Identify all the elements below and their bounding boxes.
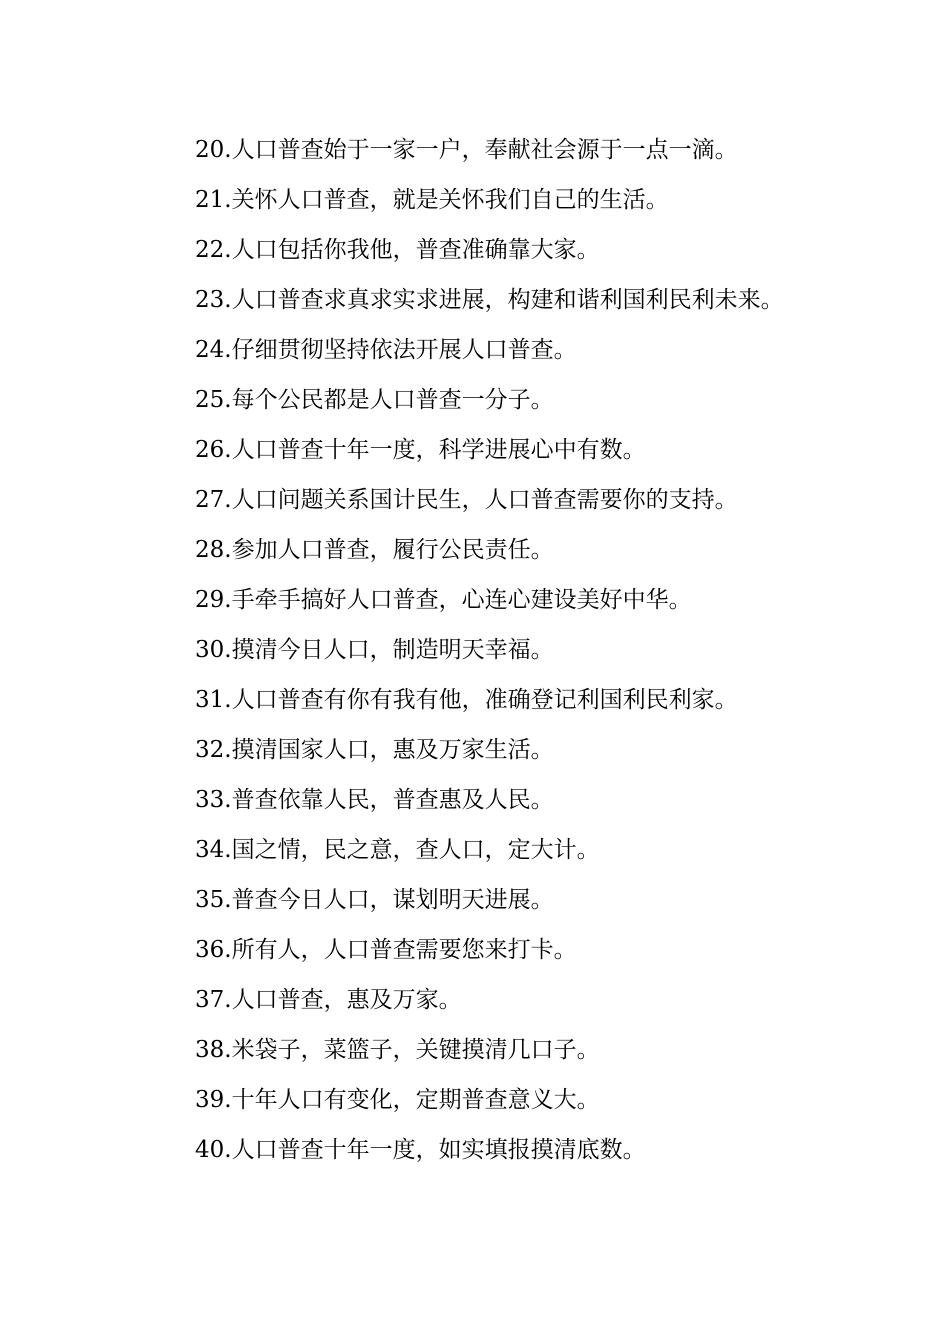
slogan-item-25: 25.每个公民都是人口普查一分子。 — [195, 387, 554, 413]
slogan-item-22: 22.人口包括你我他，普查准确靠大家。 — [195, 237, 600, 263]
slogan-item-28: 28.参加人口普查，履行公民责任。 — [195, 537, 554, 563]
slogan-item-37: 37.人口普查，惠及万家。 — [195, 987, 462, 1013]
slogan-item-30: 30.摸清今日人口，制造明天幸福。 — [195, 637, 554, 663]
slogan-item-40: 40.人口普查十年一度，如实填报摸清底数。 — [195, 1137, 646, 1163]
slogan-item-21: 21.关怀人口普查，就是关怀我们自己的生活。 — [195, 187, 669, 213]
slogan-item-31: 31.人口普查有你有我有他，准确登记利国利民利家。 — [195, 687, 738, 713]
slogan-item-23: 23.人口普查求真求实求进展，构建和谐利国利民利未来。 — [195, 287, 784, 313]
slogan-item-20: 20.人口普查始于一家一户，奉献社会源于一点一滴。 — [195, 137, 738, 163]
slogan-item-35: 35.普查今日人口，谋划明天进展。 — [195, 887, 554, 913]
slogan-list — [146, 125, 816, 1175]
slogan-item-29: 29.手牵手搞好人口普查，心连心建设美好中华。 — [195, 587, 692, 613]
slogan-item-36: 36.所有人，人口普查需要您来打卡。 — [195, 937, 577, 963]
slogan-item-33: 33.普查依靠人民，普查惠及人民。 — [195, 787, 554, 813]
slogan-item-32: 32.摸清国家人口，惠及万家生活。 — [195, 737, 554, 763]
slogan-item-34: 34.国之情，民之意，查人口，定大计。 — [195, 837, 600, 863]
slogan-item-38: 38.米袋子，菜篮子，关键摸清几口子。 — [195, 1037, 600, 1063]
slogan-item-27: 27.人口问题关系国计民生，人口普查需要你的支持。 — [195, 487, 738, 513]
slogan-item-24: 24.仔细贯彻坚持依法开展人口普查。 — [195, 337, 577, 363]
slogan-item-26: 26.人口普查十年一度，科学进展心中有数。 — [195, 437, 646, 463]
slogan-item-39: 39.十年人口有变化，定期普查意义大。 — [195, 1087, 600, 1113]
